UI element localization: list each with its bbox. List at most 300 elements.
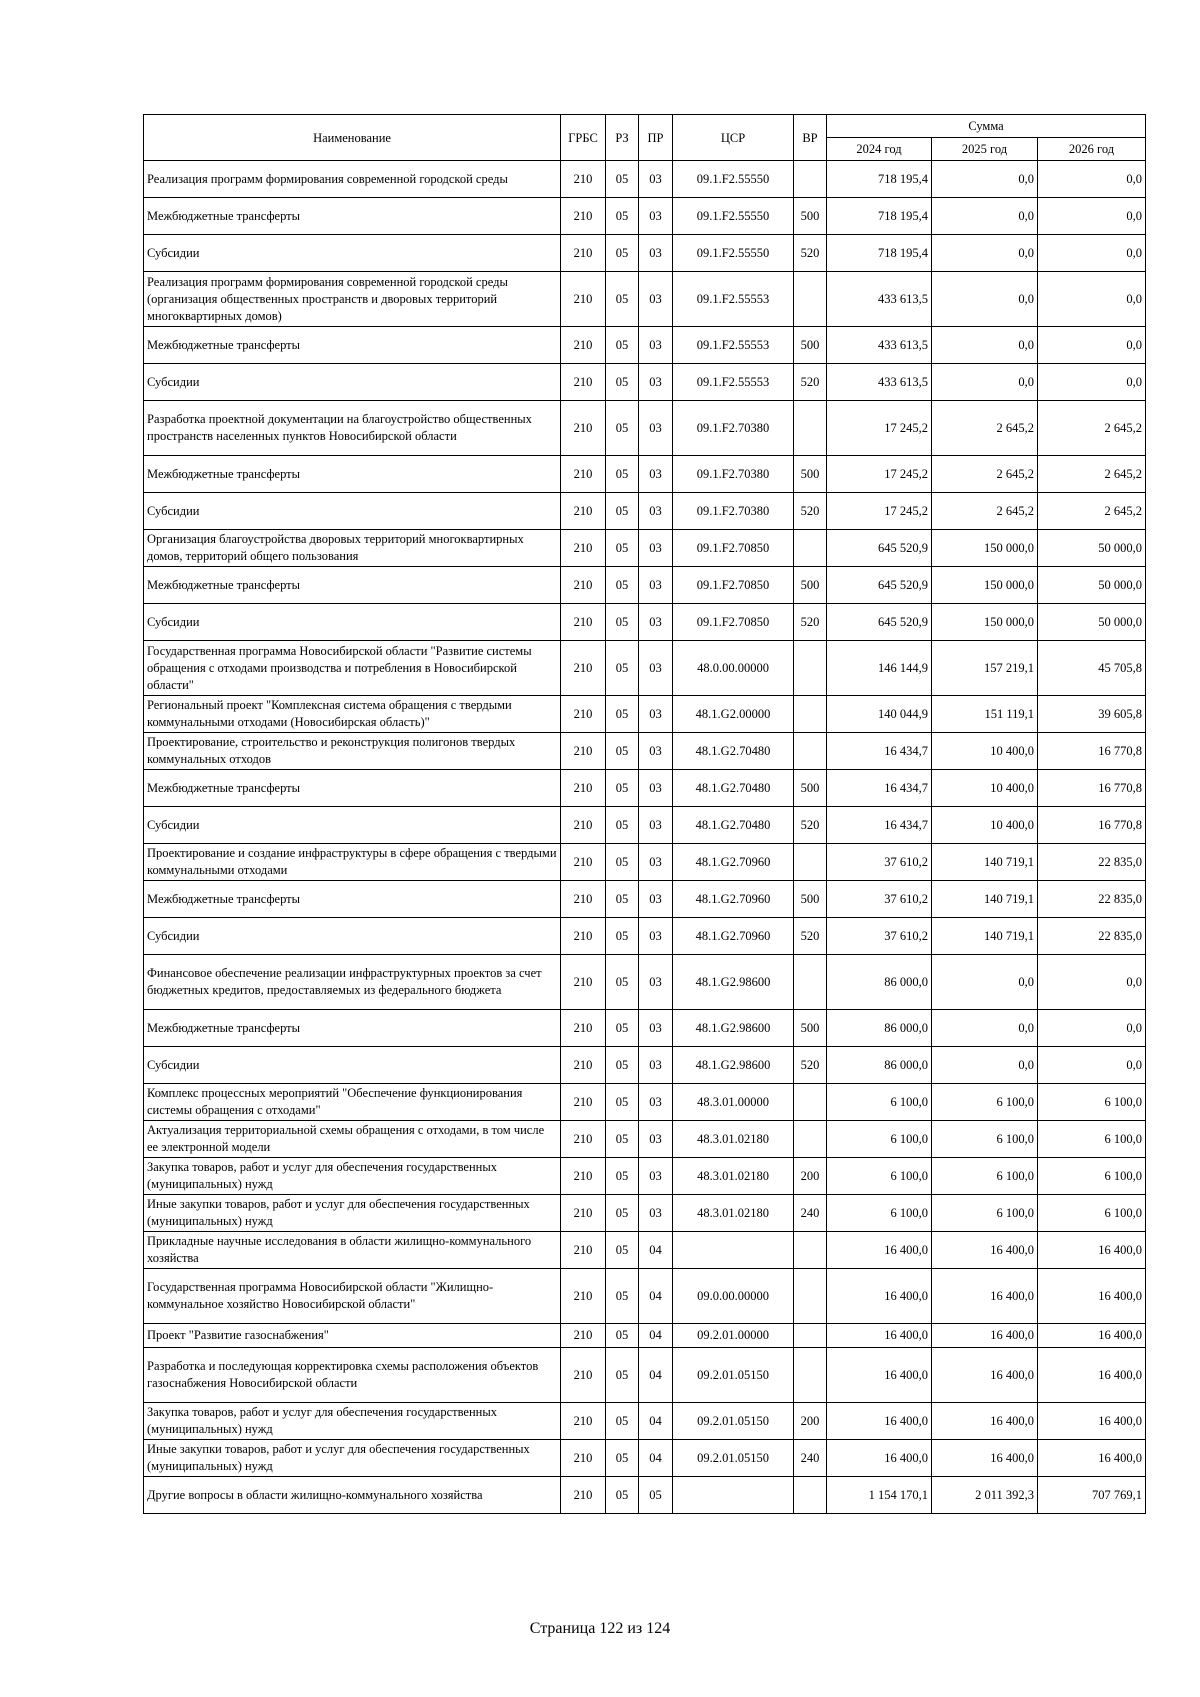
row-csr: 48.1.G2.70960 [673, 844, 794, 881]
row-sum-2024: 16 400,0 [827, 1440, 932, 1477]
row-name: Государственная программа Новосибирской области "Развитие системы обращения с отходами производства и потребления в Новосибирской области" [144, 641, 561, 696]
row-sum-2026: 2 645,2 [1038, 493, 1146, 530]
table-row [144, 1010, 1146, 1047]
row-grbs: 210 [561, 1348, 606, 1403]
row-sum-2026: 16 400,0 [1038, 1440, 1146, 1477]
row-sum-2024: 16 434,7 [827, 733, 932, 770]
row-csr: 09.1.F2.55550 [673, 235, 794, 272]
row-csr: 09.1.F2.70850 [673, 567, 794, 604]
row-csr: 48.0.00.00000 [673, 641, 794, 696]
row-rz: 05 [606, 1047, 639, 1084]
row-sum-2024: 16 400,0 [827, 1324, 932, 1348]
table-row [144, 530, 1146, 567]
row-csr: 48.1.G2.70480 [673, 733, 794, 770]
row-grbs: 210 [561, 1158, 606, 1195]
row-pr: 05 [639, 1477, 673, 1514]
row-vr [794, 844, 827, 881]
row-grbs: 210 [561, 327, 606, 364]
row-sum-2024: 433 613,5 [827, 364, 932, 401]
table-row [144, 604, 1146, 641]
row-name: Субсидии [144, 918, 561, 955]
row-pr: 04 [639, 1232, 673, 1269]
row-rz: 05 [606, 1324, 639, 1348]
row-sum-2025: 0,0 [932, 364, 1038, 401]
row-grbs: 210 [561, 1047, 606, 1084]
table-row [144, 955, 1146, 1010]
row-sum-2025: 16 400,0 [932, 1324, 1038, 1348]
row-sum-2024: 6 100,0 [827, 1121, 932, 1158]
table-row [144, 641, 1146, 696]
row-name: Межбюджетные трансферты [144, 456, 561, 493]
row-pr: 03 [639, 493, 673, 530]
row-sum-2026: 707 769,1 [1038, 1477, 1146, 1514]
table-row [144, 272, 1146, 327]
row-name: Государственная программа Новосибирской области "Жилищно-коммунальное хозяйство Новосибирской области" [144, 1269, 561, 1324]
header-year-2025: 2025 год [932, 138, 1038, 161]
row-sum-2025: 140 719,1 [932, 918, 1038, 955]
row-sum-2024: 86 000,0 [827, 1010, 932, 1047]
row-sum-2025: 10 400,0 [932, 807, 1038, 844]
table-row [144, 493, 1146, 530]
row-name: Субсидии [144, 807, 561, 844]
row-sum-2026: 0,0 [1038, 161, 1146, 198]
row-pr: 04 [639, 1403, 673, 1440]
row-sum-2025: 6 100,0 [932, 1121, 1038, 1158]
row-sum-2024: 718 195,4 [827, 235, 932, 272]
row-name: Другие вопросы в области жилищно-коммунального хозяйства [144, 1477, 561, 1514]
row-grbs: 210 [561, 493, 606, 530]
row-vr: 520 [794, 918, 827, 955]
row-pr: 03 [639, 401, 673, 456]
header-csr: ЦСР [673, 115, 794, 161]
table-row [144, 1047, 1146, 1084]
row-pr: 03 [639, 1047, 673, 1084]
row-rz: 05 [606, 955, 639, 1010]
row-pr: 03 [639, 530, 673, 567]
row-sum-2026: 6 100,0 [1038, 1121, 1146, 1158]
row-grbs: 210 [561, 733, 606, 770]
row-sum-2026: 16 400,0 [1038, 1348, 1146, 1403]
table-row [144, 1195, 1146, 1232]
row-vr [794, 1121, 827, 1158]
row-vr [794, 401, 827, 456]
row-sum-2026: 50 000,0 [1038, 604, 1146, 641]
row-name: Проектирование и создание инфраструктуры в сфере обращения с твердыми коммунальными отходами [144, 844, 561, 881]
table-row [144, 696, 1146, 733]
table-row [144, 918, 1146, 955]
row-name: Закупка товаров, работ и услуг для обеспечения государственных (муниципальных) нужд [144, 1403, 561, 1440]
row-name: Актуализация территориальной схемы обращения с отходами, в том числе ее электронной модели [144, 1121, 561, 1158]
row-csr: 09.1.F2.55553 [673, 327, 794, 364]
row-name: Проект "Развитие газоснабжения" [144, 1324, 561, 1348]
row-name: Межбюджетные трансферты [144, 198, 561, 235]
header-name: Наименование [144, 115, 561, 161]
row-vr [794, 1324, 827, 1348]
row-grbs: 210 [561, 1121, 606, 1158]
row-sum-2025: 0,0 [932, 955, 1038, 1010]
row-vr: 500 [794, 770, 827, 807]
row-sum-2025: 10 400,0 [932, 770, 1038, 807]
row-sum-2025: 150 000,0 [932, 604, 1038, 641]
row-sum-2024: 17 245,2 [827, 456, 932, 493]
row-csr: 09.2.01.00000 [673, 1324, 794, 1348]
table-row [144, 733, 1146, 770]
table-row [144, 198, 1146, 235]
table-row [144, 1477, 1146, 1514]
row-pr: 03 [639, 1010, 673, 1047]
row-sum-2025: 16 400,0 [932, 1403, 1038, 1440]
row-grbs: 210 [561, 1269, 606, 1324]
row-name: Субсидии [144, 364, 561, 401]
table-row [144, 235, 1146, 272]
row-sum-2024: 146 144,9 [827, 641, 932, 696]
row-csr: 09.1.F2.55550 [673, 161, 794, 198]
row-grbs: 210 [561, 696, 606, 733]
row-rz: 05 [606, 456, 639, 493]
row-pr: 03 [639, 918, 673, 955]
row-vr: 520 [794, 807, 827, 844]
row-sum-2024: 645 520,9 [827, 530, 932, 567]
row-grbs: 210 [561, 530, 606, 567]
row-grbs: 210 [561, 1232, 606, 1269]
row-pr: 03 [639, 1195, 673, 1232]
header-grbs: ГРБС [561, 115, 606, 161]
row-sum-2026: 0,0 [1038, 272, 1146, 327]
row-name: Межбюджетные трансферты [144, 881, 561, 918]
row-pr: 04 [639, 1324, 673, 1348]
row-rz: 05 [606, 1403, 639, 1440]
row-sum-2025: 0,0 [932, 1010, 1038, 1047]
row-sum-2025: 140 719,1 [932, 881, 1038, 918]
row-csr: 48.3.01.02180 [673, 1195, 794, 1232]
row-csr: 09.1.F2.70380 [673, 401, 794, 456]
row-name: Межбюджетные трансферты [144, 327, 561, 364]
row-rz: 05 [606, 881, 639, 918]
row-grbs: 210 [561, 1010, 606, 1047]
row-grbs: 210 [561, 456, 606, 493]
row-rz: 05 [606, 401, 639, 456]
row-rz: 05 [606, 1010, 639, 1047]
row-csr [673, 1232, 794, 1269]
row-rz: 05 [606, 1084, 639, 1121]
row-rz: 05 [606, 918, 639, 955]
row-vr: 500 [794, 567, 827, 604]
table-row [144, 401, 1146, 456]
row-sum-2025: 150 000,0 [932, 567, 1038, 604]
row-vr: 520 [794, 235, 827, 272]
row-sum-2024: 37 610,2 [827, 844, 932, 881]
row-rz: 05 [606, 198, 639, 235]
row-csr: 09.1.F2.55553 [673, 364, 794, 401]
row-rz: 05 [606, 272, 639, 327]
table-row [144, 881, 1146, 918]
header-rz: РЗ [606, 115, 639, 161]
table-row [144, 567, 1146, 604]
row-grbs: 210 [561, 198, 606, 235]
row-name: Региональный проект "Комплексная система обращения с твердыми коммунальными отходами (Новосибирская область)" [144, 696, 561, 733]
row-vr: 500 [794, 456, 827, 493]
row-pr: 03 [639, 198, 673, 235]
row-rz: 05 [606, 770, 639, 807]
row-name: Иные закупки товаров, работ и услуг для обеспечения государственных (муниципальных) нужд [144, 1195, 561, 1232]
row-grbs: 210 [561, 1440, 606, 1477]
row-vr: 200 [794, 1158, 827, 1195]
row-pr: 03 [639, 881, 673, 918]
row-sum-2026: 0,0 [1038, 235, 1146, 272]
header-pr: ПР [639, 115, 673, 161]
row-sum-2024: 86 000,0 [827, 955, 932, 1010]
row-vr: 200 [794, 1403, 827, 1440]
row-sum-2024: 37 610,2 [827, 918, 932, 955]
row-vr: 240 [794, 1195, 827, 1232]
budget-table [143, 114, 1146, 1514]
row-rz: 05 [606, 844, 639, 881]
row-sum-2026: 22 835,0 [1038, 918, 1146, 955]
row-sum-2026: 0,0 [1038, 1010, 1146, 1047]
row-pr: 03 [639, 1158, 673, 1195]
row-sum-2024: 16 400,0 [827, 1348, 932, 1403]
row-sum-2024: 17 245,2 [827, 401, 932, 456]
row-rz: 05 [606, 161, 639, 198]
row-csr: 48.3.01.02180 [673, 1158, 794, 1195]
row-sum-2026: 0,0 [1038, 327, 1146, 364]
row-sum-2026: 0,0 [1038, 1047, 1146, 1084]
row-grbs: 210 [561, 881, 606, 918]
row-rz: 05 [606, 1269, 639, 1324]
row-sum-2026: 6 100,0 [1038, 1195, 1146, 1232]
row-pr: 04 [639, 1440, 673, 1477]
row-name: Субсидии [144, 235, 561, 272]
row-csr: 09.1.F2.70850 [673, 530, 794, 567]
table-row [144, 1269, 1146, 1324]
row-sum-2024: 433 613,5 [827, 272, 932, 327]
row-sum-2024: 645 520,9 [827, 567, 932, 604]
row-sum-2025: 0,0 [932, 198, 1038, 235]
header-sum: Сумма [827, 115, 1146, 138]
row-csr: 48.1.G2.98600 [673, 1010, 794, 1047]
row-pr: 03 [639, 696, 673, 733]
row-grbs: 210 [561, 161, 606, 198]
row-sum-2026: 6 100,0 [1038, 1158, 1146, 1195]
row-sum-2025: 16 400,0 [932, 1269, 1038, 1324]
row-name: Организация благоустройства дворовых территорий многоквартирных домов, территорий общего пользования [144, 530, 561, 567]
row-vr [794, 696, 827, 733]
row-sum-2025: 2 645,2 [932, 401, 1038, 456]
page-number: Страница 122 из 124 [529, 1620, 671, 1637]
row-sum-2024: 17 245,2 [827, 493, 932, 530]
row-sum-2025: 6 100,0 [932, 1195, 1038, 1232]
row-sum-2025: 157 219,1 [932, 641, 1038, 696]
table-body [144, 161, 1146, 1514]
row-sum-2026: 2 645,2 [1038, 456, 1146, 493]
row-sum-2026: 0,0 [1038, 364, 1146, 401]
row-sum-2026: 0,0 [1038, 955, 1146, 1010]
table-row [144, 1440, 1146, 1477]
row-rz: 05 [606, 1348, 639, 1403]
row-sum-2026: 0,0 [1038, 198, 1146, 235]
row-name: Реализация программ формирования современной городской среды [144, 161, 561, 198]
row-vr: 500 [794, 1010, 827, 1047]
row-vr: 500 [794, 881, 827, 918]
row-grbs: 210 [561, 1477, 606, 1514]
row-grbs: 210 [561, 1084, 606, 1121]
row-sum-2025: 2 011 392,3 [932, 1477, 1038, 1514]
table-row [144, 456, 1146, 493]
table-row [144, 1324, 1146, 1348]
row-name: Межбюджетные трансферты [144, 1010, 561, 1047]
row-sum-2026: 50 000,0 [1038, 567, 1146, 604]
row-rz: 05 [606, 1121, 639, 1158]
row-vr: 240 [794, 1440, 827, 1477]
row-grbs: 210 [561, 567, 606, 604]
row-sum-2025: 151 119,1 [932, 696, 1038, 733]
row-sum-2024: 6 100,0 [827, 1158, 932, 1195]
row-grbs: 210 [561, 770, 606, 807]
row-vr [794, 733, 827, 770]
row-csr: 09.1.F2.55550 [673, 198, 794, 235]
row-sum-2024: 645 520,9 [827, 604, 932, 641]
table-row [144, 1403, 1146, 1440]
row-pr: 03 [639, 733, 673, 770]
row-name: Межбюджетные трансферты [144, 567, 561, 604]
row-csr: 48.1.G2.98600 [673, 1047, 794, 1084]
row-csr: 09.0.00.00000 [673, 1269, 794, 1324]
row-vr [794, 272, 827, 327]
row-pr: 04 [639, 1348, 673, 1403]
row-grbs: 210 [561, 401, 606, 456]
row-vr [794, 1269, 827, 1324]
row-sum-2025: 0,0 [932, 235, 1038, 272]
row-pr: 03 [639, 604, 673, 641]
row-sum-2024: 6 100,0 [827, 1084, 932, 1121]
row-sum-2024: 16 400,0 [827, 1269, 932, 1324]
row-vr: 500 [794, 327, 827, 364]
row-rz: 05 [606, 493, 639, 530]
row-csr: 09.1.F2.70380 [673, 456, 794, 493]
row-sum-2026: 22 835,0 [1038, 844, 1146, 881]
table-row [144, 1348, 1146, 1403]
row-name: Разработка и последующая корректировка схемы расположения объектов газоснабжения Новосибирской области [144, 1348, 561, 1403]
table-row [144, 1232, 1146, 1269]
row-sum-2024: 1 154 170,1 [827, 1477, 932, 1514]
row-grbs: 210 [561, 641, 606, 696]
row-rz: 05 [606, 641, 639, 696]
row-pr: 03 [639, 456, 673, 493]
row-sum-2026: 16 770,8 [1038, 807, 1146, 844]
row-rz: 05 [606, 733, 639, 770]
row-rz: 05 [606, 807, 639, 844]
row-sum-2025: 16 400,0 [932, 1232, 1038, 1269]
row-csr: 48.1.G2.70480 [673, 807, 794, 844]
row-sum-2025: 10 400,0 [932, 733, 1038, 770]
row-sum-2025: 6 100,0 [932, 1158, 1038, 1195]
row-sum-2025: 0,0 [932, 272, 1038, 327]
row-vr [794, 1232, 827, 1269]
table-row [144, 364, 1146, 401]
row-csr: 48.1.G2.00000 [673, 696, 794, 733]
row-rz: 05 [606, 327, 639, 364]
table-row [144, 1121, 1146, 1158]
table-row [144, 807, 1146, 844]
header-vr: ВР [794, 115, 827, 161]
row-csr: 09.1.F2.70380 [673, 493, 794, 530]
row-vr: 520 [794, 604, 827, 641]
table-row [144, 844, 1146, 881]
row-rz: 05 [606, 530, 639, 567]
row-grbs: 210 [561, 807, 606, 844]
row-csr: 48.1.G2.98600 [673, 955, 794, 1010]
row-vr: 500 [794, 198, 827, 235]
row-name: Разработка проектной документации на благоустройство общественных пространств населенных пунктов Новосибирской области [144, 401, 561, 456]
row-name: Межбюджетные трансферты [144, 770, 561, 807]
row-sum-2024: 718 195,4 [827, 198, 932, 235]
row-vr: 520 [794, 364, 827, 401]
row-csr: 09.1.F2.55553 [673, 272, 794, 327]
row-rz: 05 [606, 1195, 639, 1232]
row-sum-2024: 16 434,7 [827, 770, 932, 807]
row-vr [794, 1084, 827, 1121]
row-sum-2024: 16 434,7 [827, 807, 932, 844]
row-sum-2026: 2 645,2 [1038, 401, 1146, 456]
row-csr: 48.1.G2.70480 [673, 770, 794, 807]
row-rz: 05 [606, 364, 639, 401]
row-csr [673, 1477, 794, 1514]
row-vr [794, 530, 827, 567]
row-sum-2024: 6 100,0 [827, 1195, 932, 1232]
row-sum-2024: 718 195,4 [827, 161, 932, 198]
row-sum-2026: 39 605,8 [1038, 696, 1146, 733]
row-rz: 05 [606, 696, 639, 733]
row-vr: 520 [794, 493, 827, 530]
row-sum-2026: 16 400,0 [1038, 1269, 1146, 1324]
row-rz: 05 [606, 1440, 639, 1477]
row-sum-2026: 22 835,0 [1038, 881, 1146, 918]
row-sum-2026: 16 770,8 [1038, 770, 1146, 807]
row-grbs: 210 [561, 1403, 606, 1440]
row-pr: 03 [639, 641, 673, 696]
table-row [144, 161, 1146, 198]
row-pr: 04 [639, 1269, 673, 1324]
row-rz: 05 [606, 604, 639, 641]
row-vr [794, 1348, 827, 1403]
row-grbs: 210 [561, 844, 606, 881]
row-rz: 05 [606, 1158, 639, 1195]
row-grbs: 210 [561, 235, 606, 272]
row-sum-2026: 16 770,8 [1038, 733, 1146, 770]
row-sum-2026: 6 100,0 [1038, 1084, 1146, 1121]
row-sum-2025: 16 400,0 [932, 1348, 1038, 1403]
row-csr: 48.1.G2.70960 [673, 881, 794, 918]
row-sum-2025: 16 400,0 [932, 1440, 1038, 1477]
row-pr: 03 [639, 807, 673, 844]
row-name: Проектирование, строительство и реконструкция полигонов твердых коммунальных отходов [144, 733, 561, 770]
row-vr [794, 161, 827, 198]
row-pr: 03 [639, 955, 673, 1010]
row-pr: 03 [639, 327, 673, 364]
header-year-2024: 2024 год [827, 138, 932, 161]
table-row [144, 1158, 1146, 1195]
table-row [144, 327, 1146, 364]
row-csr: 09.2.01.05150 [673, 1348, 794, 1403]
row-grbs: 210 [561, 918, 606, 955]
row-sum-2026: 16 400,0 [1038, 1232, 1146, 1269]
row-name: Прикладные научные исследования в области жилищно-коммунального хозяйства [144, 1232, 561, 1269]
row-csr: 48.3.01.02180 [673, 1121, 794, 1158]
table-header [144, 115, 1146, 161]
row-name: Комплекс процессных мероприятий "Обеспечение функционирования системы обращения с отходами" [144, 1084, 561, 1121]
row-csr: 48.3.01.00000 [673, 1084, 794, 1121]
row-rz: 05 [606, 567, 639, 604]
